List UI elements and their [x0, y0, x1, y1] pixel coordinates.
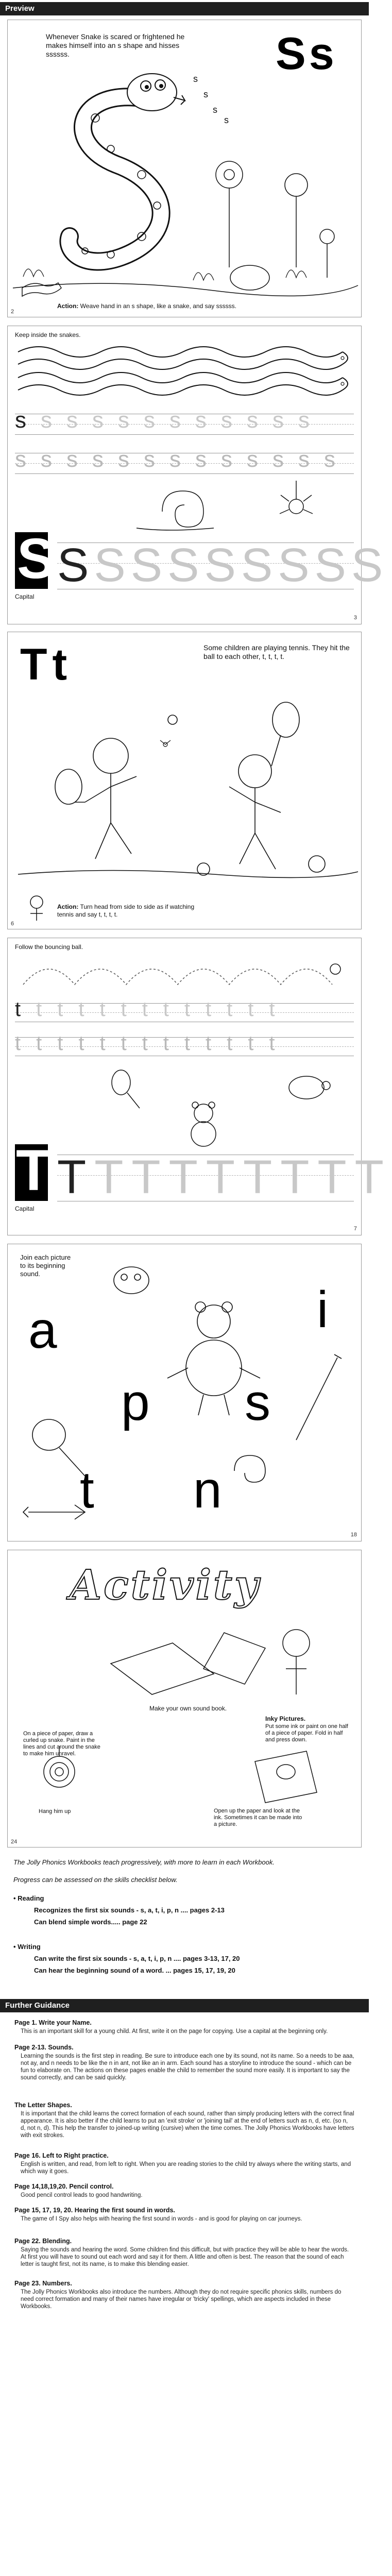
page-number: 24 — [11, 1839, 18, 1845]
page-18-instruction: Join each picture to its beginning sound. — [20, 1253, 71, 1278]
page-6-action — [57, 903, 212, 919]
sound-letter-n: n — [193, 1461, 222, 1519]
child-icon — [30, 896, 43, 921]
page-7-instruction: Follow the bouncing ball. — [15, 943, 83, 951]
picture-set — [8, 1244, 362, 1542]
sound-book-caption: Make your own sound book. — [149, 1705, 227, 1712]
capital-s-letter: S — [17, 527, 55, 590]
guidance-item: Page 16. Left to Right practice. English is written, and read, from left to right. When you are reading stories to the child try always where the writing starts, and which way it goes. — [14, 2152, 351, 2175]
page-3-instruction: Keep inside the snakes. — [15, 331, 81, 338]
svg-text:s: s — [213, 105, 217, 115]
page-7 — [7, 938, 392, 1235]
reading-label: • Reading — [13, 1894, 44, 1902]
guidance-item: Page 14,18,19,20. Pencil control. Good pencil control leads to good handwriting. — [14, 2183, 143, 2198]
page-number: 7 — [353, 1226, 357, 1232]
summary-progress: Progress can be assessed on the skills checklist below. — [13, 1876, 178, 1884]
activity-illustration — [8, 1550, 362, 1848]
page-number: 2 — [11, 309, 14, 315]
page-number: 3 — [353, 615, 357, 621]
writing-label: • Writing — [13, 1943, 41, 1951]
page-18 — [7, 1244, 362, 1541]
svg-text:s: s — [203, 89, 208, 99]
page-number: 6 — [11, 921, 14, 927]
guidance-item: Page 1. Write your Name. This is an important skill for a young child. At first, write it on the page for copying. Use a capital at the beginning only. — [14, 2019, 328, 2035]
sound-letter-p: p — [121, 1374, 150, 1431]
reading-item: Can blend simple words..... page 22 — [34, 1918, 147, 1926]
page-number: 18 — [350, 1532, 357, 1538]
page-2 — [7, 20, 362, 317]
summary-intro: The Jolly Phonics Workbooks teach progressively, with more to learn in each Workbook. — [13, 1858, 275, 1866]
tracing-row-1: ssssssssssss — [15, 409, 354, 439]
snake-illustration — [8, 20, 362, 318]
page-6 — [7, 632, 362, 929]
guidance-item: Page 23. Numbers. The Jolly Phonics Workbooks also introduce the numbers. Although they do not require specific phonics skills, numbers do need correct formation and many of their names have irregular or 'tricky' spellings, which are aspects included in these Workbooks. — [14, 2280, 342, 2310]
svg-text:s: s — [224, 115, 229, 125]
guidance-item: Page 15, 17, 19, 20. Hearing the first sound in words. The game of I Spy also helps with hearing the first sound in words - and is good for playing on car journeys. — [14, 2207, 302, 2222]
sound-letter-s: s — [245, 1374, 270, 1431]
action-label: Action: — [57, 903, 79, 910]
letter-heading-t: Tt — [20, 640, 73, 689]
action-text: Weave hand in an s shape, like a snake, and say ssssss. — [80, 302, 236, 310]
page-24 — [7, 1550, 362, 1848]
sound-letter-a: a — [28, 1301, 57, 1359]
writing-item: Can hear the beginning sound of a word. ... pages 15, 17, 19, 20 — [34, 1967, 235, 1974]
writing-item: Can write the first six sounds - s, a, t, i, p, n .... pages 3-13, 17, 20 — [34, 1955, 240, 1962]
guidance-item: Page 2-13. Sounds. Learning the sounds is the first step in reading. Be sure to introduce each one by its sound, not its name. So a needs to be aaa, not ay, and n needs to be like the n in ant, not like an in arm. Each sound has a storyline to introduce the sound - which can be fun to elaborate on. The actions on these pages enable the child to remember the sound more easily. It is important to say the sound correctly, and can be said quickly. — [14, 2044, 354, 2081]
capital-label: Capital — [15, 593, 35, 600]
letter-heading-s: Ss — [276, 28, 337, 79]
t-tracing-row-1: ttttttttttttt — [15, 1000, 354, 1026]
inky-text: Put some ink or paint on one half of a piece of paper. Fold in half and press down. — [265, 1723, 348, 1743]
page-3 — [7, 326, 388, 624]
reading-section — [13, 1894, 353, 1926]
page-2-action — [57, 302, 346, 310]
guidance-item: The Letter Shapes. It is important that the child learns the correct formation of each sound, rather than simply producing letters with the correct final appearance. It is also better if the child learns to put an 'exit stroke' or 'joining tail' at the end of letters such as n, d, etc. (so n, d, not n, d). This help the transfer to joined-up writing (cursive) when the time comes. The Jolly Phonics Workbooks have letters with exit strokes. — [14, 2102, 354, 2139]
preview-header: Preview — [0, 2, 369, 15]
further-guidance-header: Further Guidance — [0, 1999, 369, 2012]
t-tracing-row-2: ttttttttttttt — [15, 1034, 354, 1060]
capital-t-letter: T — [16, 1138, 52, 1202]
svg-text:s: s — [193, 74, 198, 84]
snake-activity-text: On a piece of paper, draw a curled up snake. Paint in the lines and cut around the snake to make him unravel. — [23, 1731, 100, 1757]
inky-text-2: Open up the paper and look at the ink. Sometimes it can be made into a picture. — [214, 1808, 302, 1827]
tracing-row-2: sssssssssssss — [15, 448, 354, 479]
capital-tracing-row: SSSSSSSSS — [57, 539, 388, 591]
page-6-story-text: Some children are playing tennis. They hit the ball to each other, t, t, t, t. — [203, 643, 350, 660]
reading-item: Recognizes the first six sounds - s, a, t, i, p, n .... pages 2-13 — [34, 1906, 225, 1914]
action-text: Turn head from side to side as if watching tennis and say t, t, t, t. — [57, 903, 195, 918]
page-2-story-text: Whenever Snake is scared or frightened he makes himself into an s shape and hisses ssssss. — [46, 32, 185, 58]
inky-title: Inky Pictures. — [265, 1715, 306, 1722]
guidance-item: Page 22. Blending. Saying the sounds and hearing the word. Some children find this difficult, but with practice they will be able to hear the words. At first you will have to sound out each word and say it for them. A little and often is best. The reason that the sound of each letter is taught first, not its name, is to make this blending easier. — [14, 2238, 349, 2267]
sound-letter-t: t — [80, 1461, 94, 1519]
tennis-illustration — [8, 632, 362, 930]
writing-section — [13, 1942, 353, 1975]
capital-label: Capital — [15, 1205, 35, 1212]
capital-t-tracing-row: TTTTTTTTT — [57, 1151, 392, 1204]
sound-letter-i: i — [317, 1281, 329, 1338]
action-label: Action: — [57, 302, 79, 310]
activity-title: Activity — [70, 1561, 261, 1609]
hang-caption: Hang him up — [39, 1808, 71, 1815]
